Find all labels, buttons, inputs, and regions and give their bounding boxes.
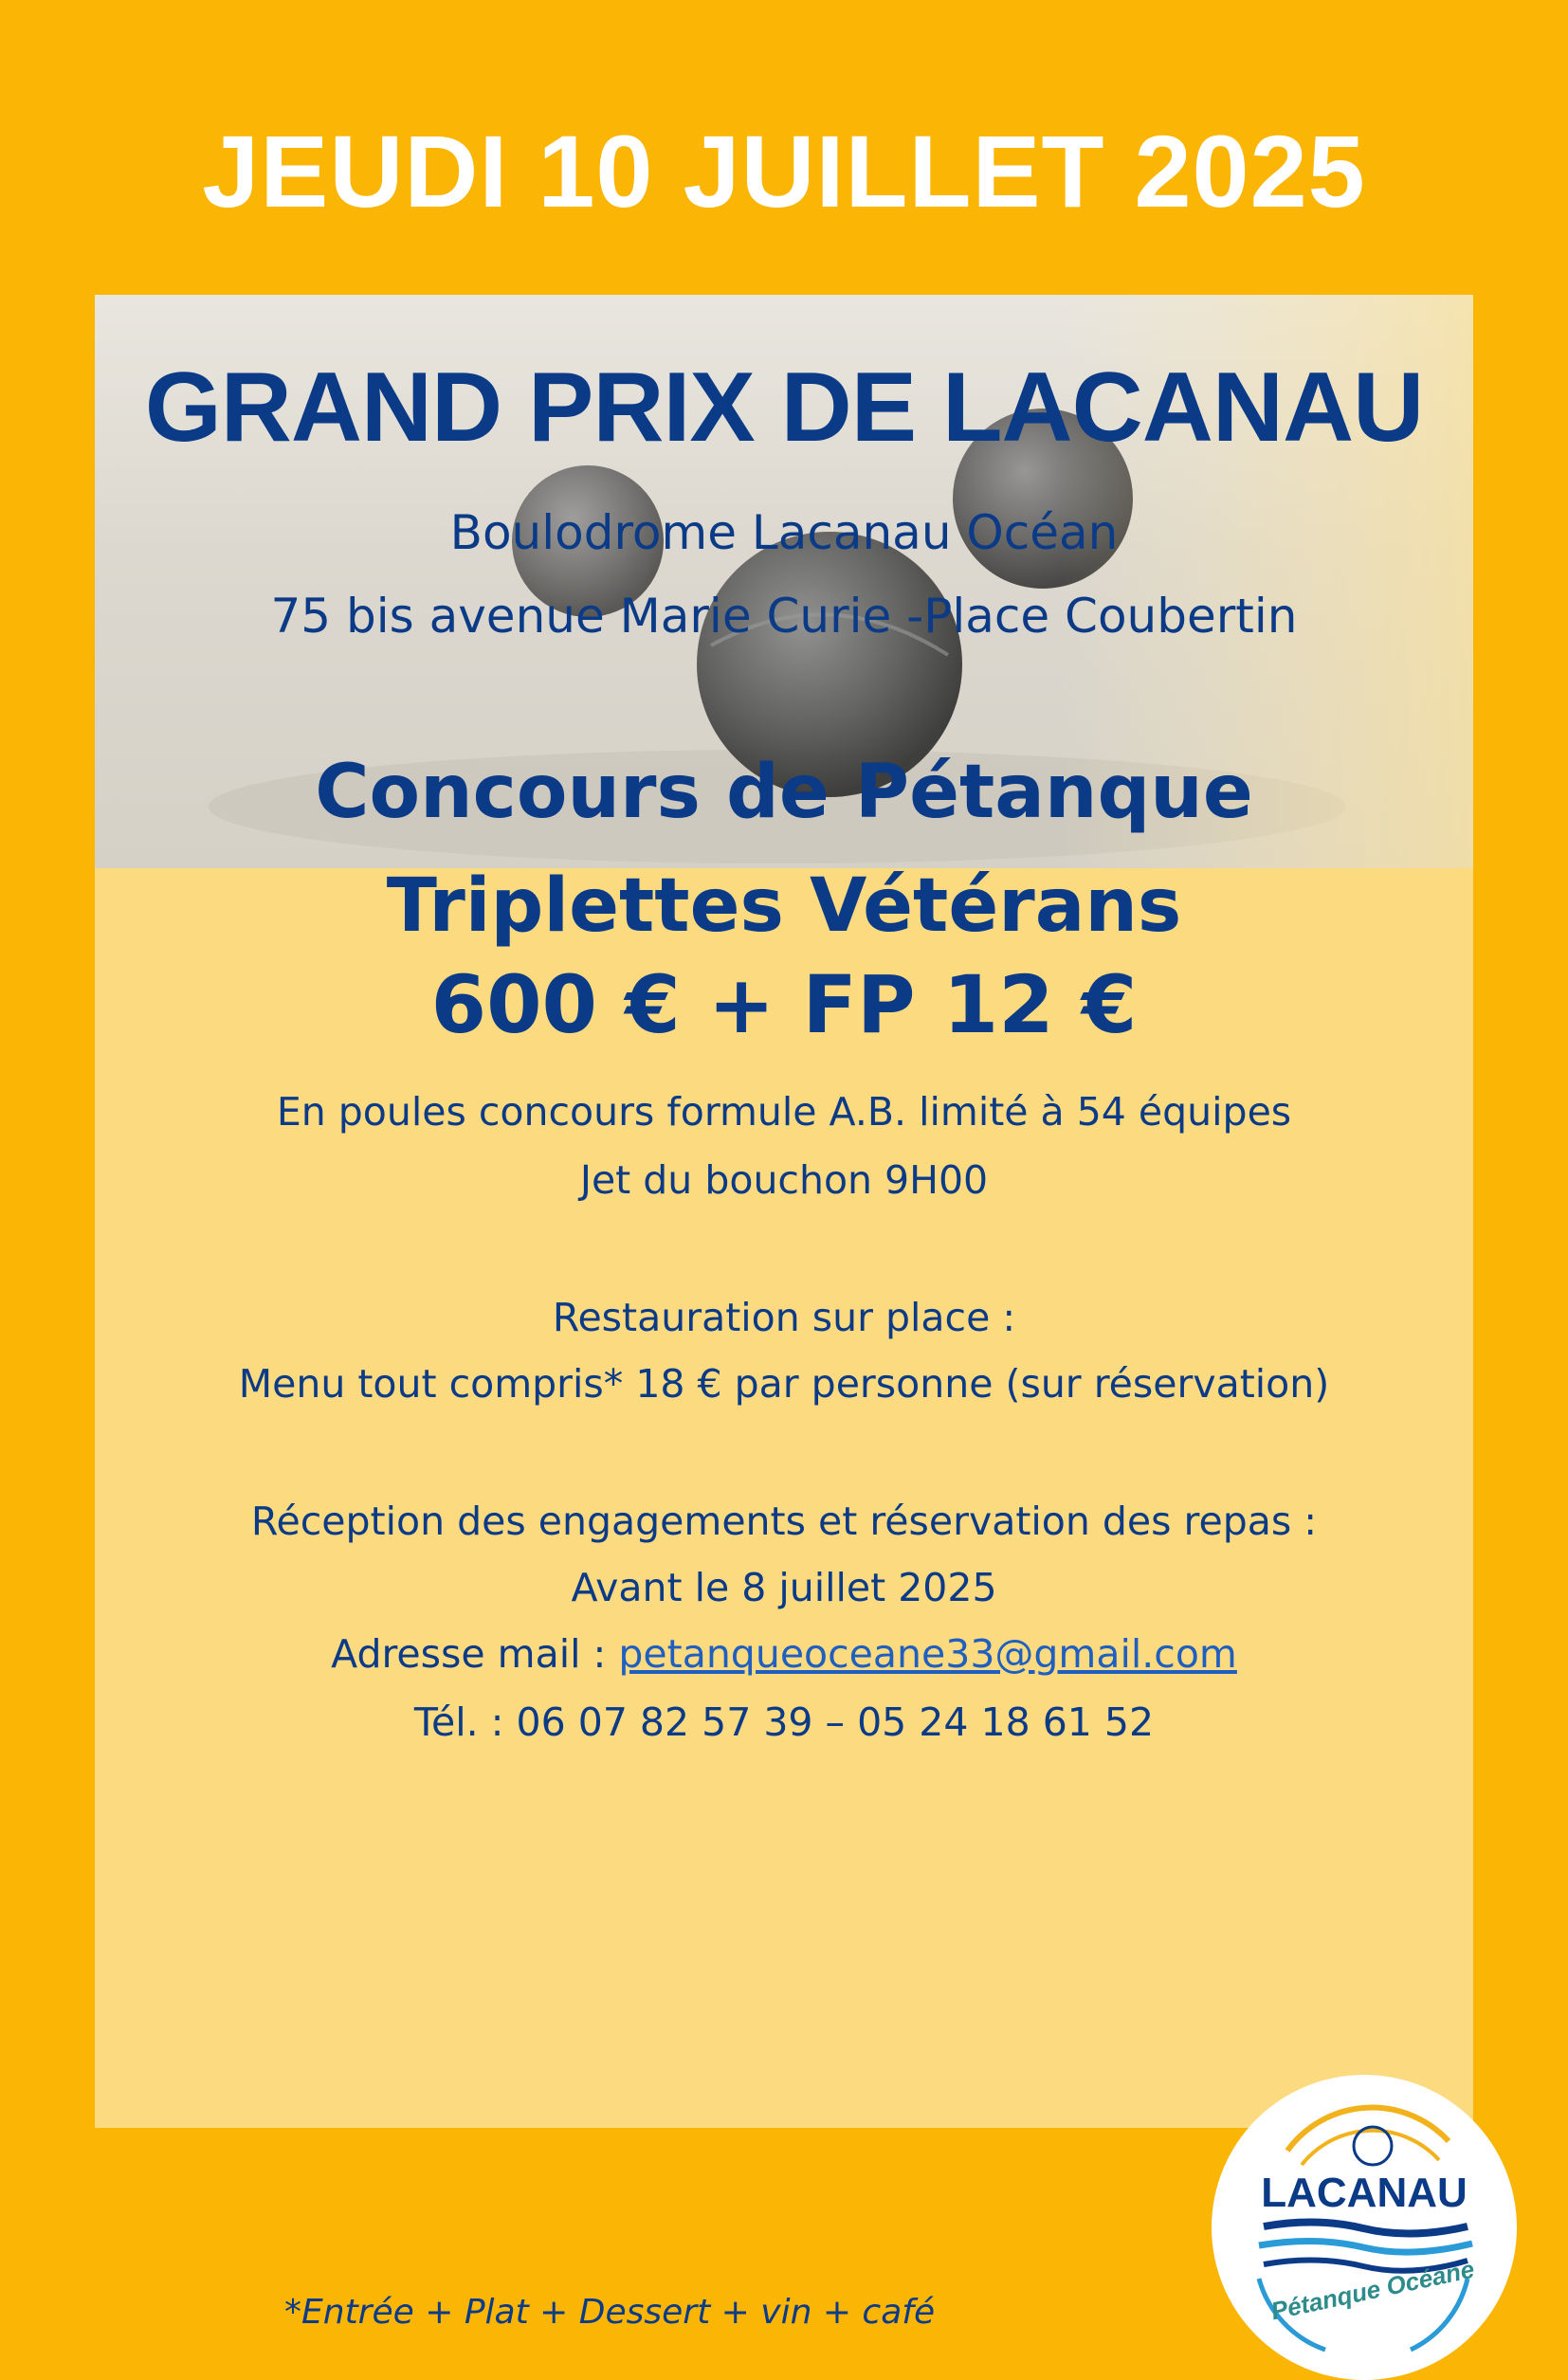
event-title: GRAND PRIX DE LACANAU: [144, 353, 1424, 463]
petanque-balls-photo: [95, 295, 1473, 868]
registration-deadline: Avant le 8 juillet 2025: [571, 1565, 997, 1610]
email-label: Adresse mail :: [331, 1631, 619, 1677]
format-text: En poules concours formule A.B. limité à 54 équipes: [276, 1089, 1292, 1135]
competition-category: Triplettes Vétérans: [386, 863, 1182, 949]
prize-amount: 600 € + FP 12 €: [430, 958, 1138, 1051]
registration-title: Réception des engagements et réservation des repas :: [250, 1499, 1318, 1544]
logo-title: LACANAU: [1261, 2170, 1468, 2216]
phone-numbers: Tél. : 06 07 82 57 39 – 05 24 18 61 52: [413, 1699, 1155, 1745]
competition-name: Concours de Pétanque: [315, 750, 1253, 835]
menu-footnote: *Entrée + Plat + Dessert + vin + café: [284, 2293, 936, 2332]
event-date: JEUDI 10 JUILLET 2025: [202, 114, 1366, 228]
catering-title: Restauration sur place :: [552, 1295, 1016, 1340]
venue-name: Boulodrome Lacanau Océan: [449, 505, 1119, 560]
email-line: [95, 1631, 1473, 1677]
content-panel: [95, 295, 1477, 2332]
club-logo-graphic: [1212, 2075, 1517, 2380]
start-time: Jet du bouchon 9H00: [579, 1157, 989, 1203]
venue-address: 75 bis avenue Marie Curie -Place Coubertin: [270, 589, 1298, 644]
logo-subtitle: Pétanque Océane: [1268, 2254, 1477, 2326]
club-logo: [1212, 2075, 1517, 2380]
email-link[interactable]: petanqueoceane33@gmail.com: [618, 1631, 1237, 1677]
catering-menu: Menu tout compris* 18 € par personne (sur réservation): [238, 1361, 1330, 1407]
